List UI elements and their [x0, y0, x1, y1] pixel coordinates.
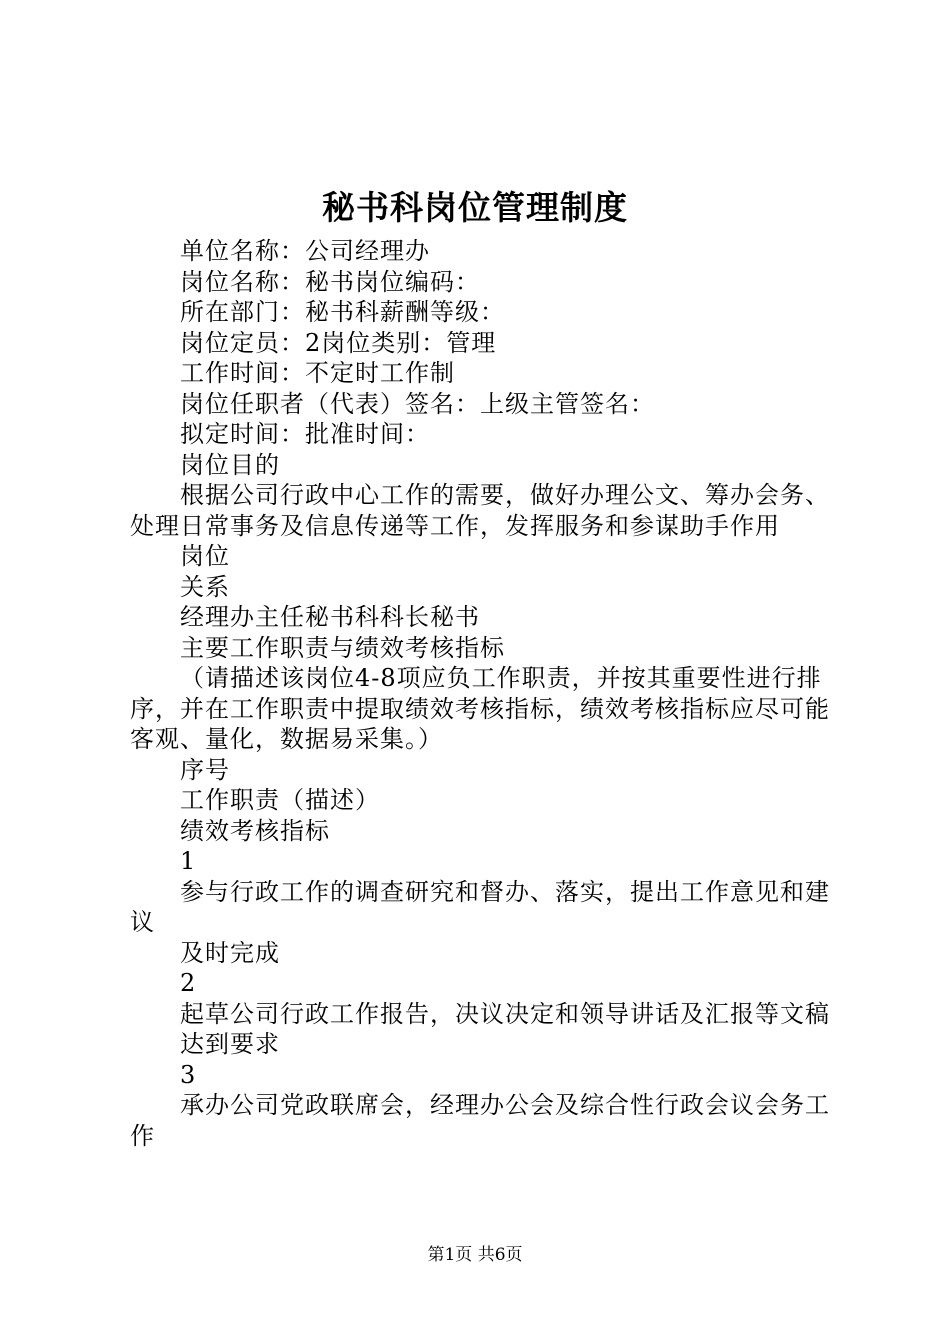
- paragraph-unit-name: 单位名称：公司经理办: [180, 237, 430, 265]
- paragraph-work-time: 工作时间：不定时工作制: [180, 359, 455, 387]
- paragraph-item-number: 1: [180, 847, 197, 875]
- paragraph-col-duty: 工作职责（描述）: [180, 786, 380, 814]
- paragraph-duties-instruction: （请描述该岗位4-8项应负工作职责，并按其重要性进行排序，并在工作职责中提取绩效考核指标，绩效考核指标应尽可能客观、量化，数据易采集。）: [130, 664, 830, 753]
- paragraph-signatures: 岗位任职者（代表）签名：上级主管签名：: [180, 389, 655, 418]
- paragraph-item-duty: 参与行政工作的调查研究和督办、落实，提出工作意见和建议: [130, 877, 830, 936]
- paragraph-item-number: 2: [180, 969, 197, 997]
- paragraph-headcount: 岗位定员：2岗位类别：管理: [180, 328, 497, 357]
- paragraph-position-name: 岗位名称：秘书岗位编码：: [180, 267, 480, 296]
- paragraph-col-number: 序号: [180, 755, 230, 784]
- paragraph-duties-heading: 主要工作职责与绩效考核指标: [180, 633, 505, 662]
- paragraph-purpose-text: 根据公司行政中心工作的需要，做好办理公文、筹办会务、处理日常事务及信息传递等工作，发挥服务和参谋助手作用: [130, 481, 830, 540]
- paragraph-dates: 拟定时间：批准时间：: [180, 420, 430, 448]
- document-body: [130, 236, 835, 1151]
- paragraph-item-kpi: 及时完成: [180, 938, 280, 967]
- page-footer: 第1页 共6页: [427, 1245, 523, 1265]
- paragraph-col-kpi: 绩效考核指标: [180, 816, 330, 845]
- paragraph-position-label: 岗位: [180, 542, 230, 570]
- paragraph-relation-text: 经理办主任秘书科科长秘书: [180, 603, 480, 631]
- document-title: 秘书科岗位管理制度: [322, 188, 628, 227]
- paragraph-item-duty: 起草公司行政工作报告，决议决定和领导讲话及汇报等文稿: [180, 999, 830, 1028]
- paragraph-relation-label: 关系: [180, 572, 230, 601]
- paragraph-purpose-heading: 岗位目的: [180, 450, 280, 479]
- paragraph-department: 所在部门：秘书科薪酬等级：: [180, 298, 505, 326]
- paragraph-item-kpi: 达到要求: [180, 1030, 280, 1058]
- paragraph-item-number: 3: [180, 1060, 197, 1089]
- paragraph-item-duty: 承办公司党政联席会，经理办公会及综合性行政会议会务工作: [130, 1091, 830, 1150]
